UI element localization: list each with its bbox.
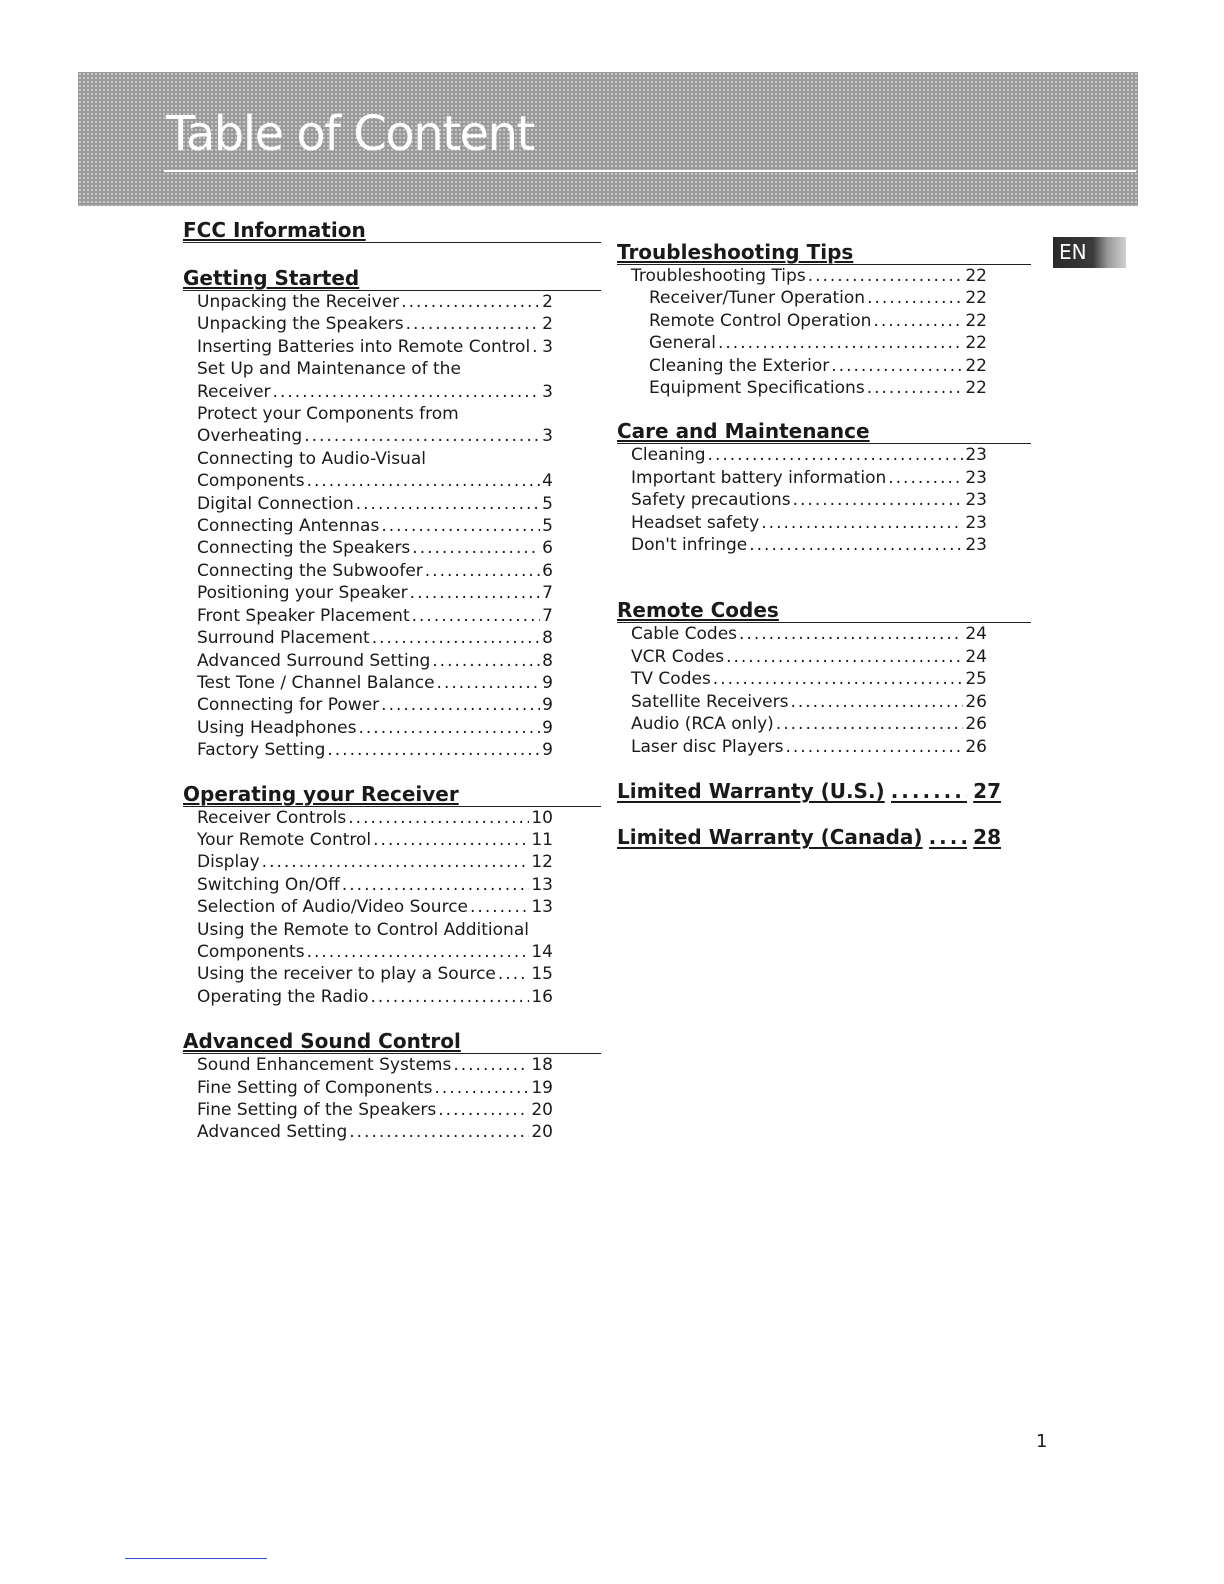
toc-entry-label: Surround Placement [197, 628, 370, 649]
toc-entry[interactable] [183, 1077, 553, 1099]
section-fcc-information [183, 218, 601, 243]
section-getting-started [183, 266, 601, 762]
dot-leader [867, 287, 963, 309]
toc-entry-label: Front Speaker Placement [197, 605, 410, 626]
dot-leader [307, 470, 541, 492]
toc-entry-label: Unpacking the Receiver [197, 292, 400, 312]
toc-entry-label: Your Remote Control [197, 829, 372, 850]
dot-leader [304, 425, 540, 447]
toc-entry[interactable] [183, 874, 553, 896]
toc-entry-label: Equipment Specifications [649, 378, 865, 399]
dot-leader [381, 515, 540, 537]
toc-entry[interactable] [183, 807, 553, 829]
toc-entry-page: 23 [965, 535, 987, 556]
toc-entry[interactable] [183, 694, 553, 716]
toc-entry-page: 9 [542, 672, 553, 693]
dot-leader [349, 1121, 529, 1143]
toc-entry-page: 3 [542, 336, 553, 357]
dot-leader [273, 381, 541, 403]
warranty-label: Limited Warranty (U.S.) [617, 778, 885, 803]
toc-entry-page: 14 [531, 941, 553, 962]
dot-leader [412, 605, 541, 627]
toc-entry-label: Sound Enhancement Systems [197, 1055, 452, 1076]
toc-entry-label: Switching On/Off [197, 874, 340, 895]
toc-entry-label: Positioning your Speaker [197, 583, 408, 604]
toc-entry-page: 22 [965, 288, 987, 309]
toc-entry-page: 16 [531, 986, 553, 1007]
dot-leader [342, 874, 529, 896]
dot-leader [785, 736, 963, 758]
dot-leader [739, 623, 963, 645]
toc-entry-page: 13 [531, 897, 553, 918]
toc-entry[interactable] [183, 1099, 553, 1121]
toc-entry-label: TV Codes [631, 669, 711, 690]
toc-entry-label: Using the Remote to Control Additional [197, 919, 529, 940]
toc-entry-page: 23 [965, 445, 987, 466]
dot-leader [372, 627, 540, 649]
toc-entry-label: Connecting Antennas [197, 516, 380, 537]
language-label: EN [1059, 240, 1087, 264]
toc-entry-label: Safety precautions [631, 490, 791, 511]
toc-entry-page: 18 [531, 1055, 553, 1076]
toc-entry-page: 4 [542, 471, 553, 492]
toc-entry[interactable] [617, 265, 987, 287]
toc-entry-page: 12 [531, 852, 553, 873]
section-heading[interactable] [617, 598, 1031, 623]
dot-leader [327, 739, 540, 761]
toc-entry-label: Inserting Batteries into Remote Control [197, 336, 531, 357]
dot-leader [793, 489, 964, 511]
toc-entry-page: 22 [965, 378, 987, 399]
toc-entry[interactable] [183, 986, 553, 1008]
toc-entry[interactable] [183, 919, 553, 941]
toc-entry-page: 26 [965, 736, 987, 757]
section-heading[interactable] [183, 782, 601, 807]
toc-entry-page: 22 [965, 310, 987, 331]
toc-entry[interactable] [183, 582, 553, 604]
section-heading[interactable] [183, 1029, 601, 1054]
toc-entry-label: Connecting to Audio-Visual [197, 448, 426, 469]
toc-entry-label: VCR Codes [631, 646, 725, 667]
toc-entry-page: 26 [965, 714, 987, 735]
toc-entry[interactable] [183, 291, 553, 313]
dot-leader [888, 467, 963, 489]
toc-entry[interactable] [617, 668, 987, 690]
toc-entry-list [617, 444, 1031, 556]
dot-leader [708, 444, 964, 466]
title-banner [78, 72, 1138, 206]
toc-entry-label: Connecting the Speakers [197, 538, 411, 559]
section-remote-codes [617, 598, 1031, 757]
dot-leader [453, 1054, 529, 1076]
toc-entry-label: Don't infringe [631, 535, 748, 556]
dot-leader [790, 691, 963, 713]
toc-entry[interactable] [183, 1121, 553, 1143]
toc-entry-label: Components [197, 471, 305, 492]
dot-leader [438, 1099, 529, 1121]
toc-right-column [617, 240, 1031, 849]
toc-entry[interactable] [183, 650, 553, 672]
toc-entry-label: Set Up and Maintenance of the [197, 359, 461, 380]
toc-entry-list [183, 291, 601, 762]
toc-entry[interactable] [617, 287, 987, 309]
dot-leader [381, 694, 540, 716]
dot-leader [463, 358, 551, 380]
dot-leader [437, 672, 541, 694]
toc-entry-label: Fine Setting of the Speakers [197, 1100, 437, 1120]
toc-entry-label: Remote Control Operation [649, 310, 872, 331]
toc-entry-page: 7 [542, 605, 553, 626]
dot-leader [873, 310, 963, 332]
toc-entry[interactable] [183, 605, 553, 627]
section-heading-text: Remote Codes [617, 598, 779, 623]
toc-entry-page: 9 [542, 717, 553, 738]
toc-entry[interactable] [183, 425, 553, 447]
toc-entry-page: 19 [531, 1077, 553, 1098]
toc-entry-page: 5 [542, 493, 553, 514]
dot-leader [749, 534, 963, 556]
toc-entry-label: Overheating [197, 426, 303, 447]
toc-entry[interactable] [183, 403, 553, 425]
toc-entry-page: 13 [531, 874, 553, 895]
toc-entry-label: Receiver [197, 381, 271, 402]
toc-entry-page: 6 [542, 560, 553, 581]
toc-entry[interactable] [617, 467, 987, 489]
toc-entry-label: Receiver/Tuner Operation [649, 288, 866, 309]
toc-entry[interactable] [617, 623, 987, 645]
toc-entry-label: Using Headphones [197, 717, 357, 738]
toc-entry-page: 6 [542, 538, 553, 559]
toc-entry[interactable] [617, 534, 987, 556]
toc-entry[interactable] [183, 537, 553, 559]
toc-entry-page: 20 [531, 1100, 553, 1120]
toc-entry-page: 11 [531, 829, 553, 850]
toc-entry-label: Protect your Components from [197, 404, 459, 425]
toc-entry[interactable] [617, 646, 987, 668]
toc-entry[interactable] [617, 512, 987, 534]
toc-entry-page: 7 [542, 583, 553, 604]
toc-entry-page: 2 [542, 314, 553, 335]
toc-entry-label: Receiver Controls [197, 807, 347, 828]
dot-leader [428, 448, 551, 470]
toc-entry-page: 23 [965, 467, 987, 488]
toc-entry[interactable] [183, 313, 553, 335]
toc-entry-page: 22 [965, 266, 987, 286]
toc-entry-label: Laser disc Players [631, 736, 784, 757]
toc-entry[interactable] [617, 691, 987, 713]
toc-entry-page: 24 [965, 624, 987, 645]
dot-leader [262, 851, 530, 873]
toc-entry[interactable] [617, 736, 987, 758]
toc-entry[interactable] [617, 377, 987, 399]
toc-entry[interactable] [183, 717, 553, 739]
toc-entry[interactable] [183, 493, 553, 515]
dot-leader [531, 919, 551, 941]
toc-entry-page: 25 [965, 669, 987, 690]
section-operating-your-receiver [183, 782, 601, 1009]
toc-entry-label: Connecting for Power [197, 695, 380, 716]
toc-entry-page: 8 [542, 650, 553, 671]
toc-entry-label: Digital Connection [197, 493, 354, 514]
toc-entry-label: Advanced Surround Setting [197, 650, 431, 671]
banner-divider [164, 170, 1136, 172]
toc-entry-label: Audio (RCA only) [631, 714, 774, 735]
dot-leader [373, 829, 529, 851]
toc-entry-page: 9 [542, 695, 553, 716]
toc-entry-page: 20 [531, 1122, 553, 1143]
toc-entry-page: 22 [965, 333, 987, 354]
section-heading-text: Getting Started [183, 266, 360, 290]
toc-entry-page: 10 [531, 807, 553, 828]
toc-entry-label: Display [197, 852, 260, 873]
dot-leader [808, 265, 964, 287]
toc-entry[interactable] [617, 713, 987, 735]
toc-entry-label: Advanced Setting [197, 1122, 348, 1143]
dot-leader [401, 291, 540, 313]
toc-entry[interactable] [183, 739, 553, 761]
dot-leader [412, 537, 540, 559]
toc-entry-label: Test Tone / Channel Balance [197, 672, 435, 693]
dot-leader [867, 377, 964, 399]
footer-line [125, 1558, 267, 1559]
toc-entry-page: 23 [965, 490, 987, 511]
toc-entry[interactable] [183, 336, 553, 358]
toc-entry[interactable] [183, 358, 553, 380]
section-heading-text: FCC Information [183, 218, 366, 242]
section-heading-text: Care and Maintenance [617, 419, 870, 444]
toc-entry[interactable] [183, 1054, 553, 1076]
dot-leader [410, 582, 541, 604]
toc-entry[interactable] [617, 355, 987, 377]
page-title: Table of Content [166, 106, 534, 162]
section-heading-text: Operating your Receiver [183, 781, 459, 806]
toc-entry[interactable] [183, 963, 553, 985]
toc-entry[interactable] [183, 470, 553, 492]
dot-leader [726, 646, 963, 668]
toc-entry-page: 2 [542, 292, 553, 312]
section-heading-text: Advanced Sound Control [183, 1029, 461, 1054]
dot-leader [498, 963, 529, 985]
toc-entry-page: 8 [542, 628, 553, 649]
toc-entry[interactable] [617, 489, 987, 511]
toc-entry[interactable] [617, 444, 987, 466]
dot-leader [370, 986, 529, 1008]
toc-entry-list [183, 1054, 601, 1144]
toc-entry-page: 9 [542, 740, 553, 761]
section-heading[interactable] [183, 218, 601, 243]
toc-entry-label: Headset safety [631, 512, 760, 533]
dot-leader [713, 668, 964, 690]
toc-entry-label: Operating the Radio [197, 986, 369, 1007]
toc-entry[interactable] [183, 381, 553, 403]
section-heading[interactable] [183, 266, 601, 291]
dot-leader [831, 355, 963, 377]
page-number: 1 [1036, 1431, 1048, 1452]
toc-entry-page: 3 [542, 381, 553, 402]
toc-entry[interactable] [183, 515, 553, 537]
warranty-entry[interactable] [617, 825, 1001, 849]
toc-entry-list [183, 807, 601, 1009]
toc-entry[interactable] [617, 332, 987, 354]
toc-entry-label: Components [197, 941, 305, 962]
toc-entry-list [617, 265, 1031, 399]
dot-leader [461, 403, 551, 425]
toc-entry[interactable] [617, 310, 987, 332]
toc-entry[interactable] [183, 851, 553, 873]
toc-entry-label: Connecting the Subwoofer [197, 560, 423, 581]
language-tab [1053, 237, 1126, 268]
toc-entry-page: 5 [542, 516, 553, 537]
toc-entry-label: Using the receiver to play a Source [197, 964, 496, 985]
toc-entry-list [617, 623, 1031, 757]
toc-entry[interactable] [183, 941, 553, 963]
toc-entry-label: Troubleshooting Tips [631, 266, 806, 286]
toc-entry[interactable] [183, 448, 553, 470]
dot-leader [776, 713, 964, 735]
toc-entry-label: Cleaning the Exterior [649, 355, 830, 376]
warranty-label: Limited Warranty (Canada) [617, 824, 923, 849]
section-heading[interactable] [617, 240, 1031, 265]
warranty-entry[interactable] [617, 779, 1001, 803]
section-care-and-maintenance [617, 419, 1031, 556]
toc-entry-page: 22 [965, 355, 987, 376]
toc-left-column [183, 218, 601, 1144]
toc-entry[interactable] [183, 560, 553, 582]
toc-entry-label: Important battery information [631, 467, 887, 488]
dot-leader [891, 779, 967, 803]
section-heading-text: Troubleshooting Tips [617, 240, 854, 264]
dot-leader [470, 896, 529, 918]
toc-entry-page: 26 [965, 691, 987, 712]
dot-leader [425, 560, 540, 582]
toc-entry[interactable] [183, 896, 553, 918]
dot-leader [406, 313, 541, 335]
dot-leader [718, 332, 963, 354]
warranty-page: 27 [973, 778, 1001, 803]
toc-entry-label: Satellite Receivers [631, 691, 789, 712]
dot-leader [359, 717, 541, 739]
toc-entry[interactable] [183, 627, 553, 649]
toc-entry-label: Cable Codes [631, 624, 738, 645]
section-advanced-sound-control [183, 1029, 601, 1144]
dot-leader [532, 336, 540, 358]
toc-entry-label: Selection of Audio/Video Source [197, 897, 469, 918]
toc-entry-label: Cleaning [631, 445, 706, 466]
toc-entry-page: 24 [965, 646, 987, 667]
toc-entry[interactable] [183, 672, 553, 694]
section-heading[interactable] [617, 419, 1031, 444]
toc-entry-label: General [649, 333, 716, 354]
dot-leader [929, 825, 968, 849]
dot-leader [348, 807, 529, 829]
toc-entry[interactable] [183, 829, 553, 851]
dot-leader [435, 1077, 530, 1099]
warranty-page: 28 [973, 824, 1001, 849]
toc-entry-page: 3 [542, 426, 553, 447]
dot-leader [432, 650, 540, 672]
toc-entry-label: Fine Setting of Components [197, 1077, 433, 1098]
toc-entry-page: 15 [531, 964, 553, 985]
toc-entry-label: Factory Setting [197, 740, 326, 761]
toc-entry-page: 23 [965, 512, 987, 533]
dot-leader [356, 493, 540, 515]
dot-leader [307, 941, 530, 963]
toc-entry-label: Unpacking the Speakers [197, 314, 404, 335]
dot-leader [761, 512, 963, 534]
section-troubleshooting-tips [617, 240, 1031, 399]
